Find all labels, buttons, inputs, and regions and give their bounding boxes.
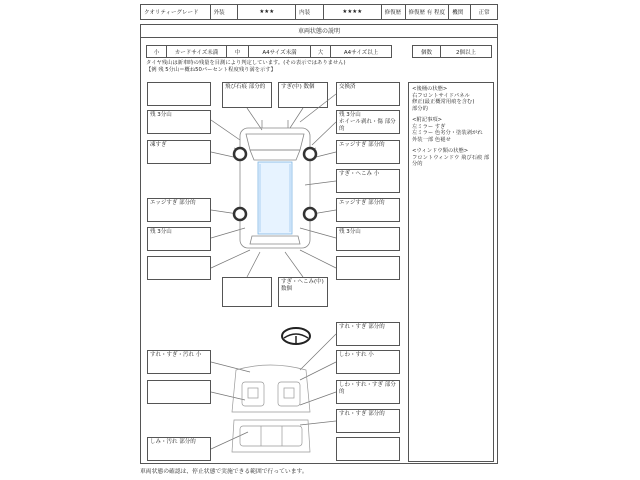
note-box-interior-1: すれ・すぎ 部分的	[336, 322, 400, 346]
section-title: 車両状態の説明	[140, 24, 498, 38]
wheel-rear-right-icon	[304, 208, 316, 220]
remarks-repair-line: 部分的	[412, 105, 428, 112]
note-box-interior-4: すれ・すぎ 部分的	[336, 409, 400, 433]
note-box-right-4: エッジすぎ 部分的	[336, 198, 400, 222]
remarks-repair-line: 修正(最正概常用痕を含む)	[412, 99, 475, 105]
car-interior-outline	[232, 365, 310, 452]
remarks-windows-title: <ウィンドウ類の状態>	[412, 148, 469, 154]
note-box-top-3: 交換済	[336, 82, 400, 106]
steering-wheel-icon	[282, 328, 310, 344]
repair-label: 修復歴	[382, 5, 406, 19]
repair-value: 修復歴 有 程度	[406, 5, 450, 19]
exterior-rating: ★★★	[238, 5, 296, 19]
size-medium: 中	[227, 46, 249, 57]
remarks-notes-line: 左ミラー すぎ	[412, 123, 446, 130]
note-box-right-1: 残 3分山 ホイール剥れ・傷 部分的	[336, 110, 400, 134]
tire-note-line2: 【例 残 5分山＝概ね50パーセント程度残り満を示す】	[146, 67, 276, 73]
leader-lines	[211, 94, 336, 449]
note-box-left-3: 凍すぎ	[147, 140, 211, 164]
note-box-left-9: しみ・汚れ 部分的	[147, 437, 211, 461]
note-box-left-5: 残 3分山	[147, 227, 211, 251]
grade-label: クオリティーグレード	[141, 5, 211, 19]
note-box-right-2: エッジすぎ 部分的	[336, 140, 400, 164]
engine-label: 機関	[449, 5, 471, 19]
size-small: 小	[147, 46, 167, 57]
count-label: 個数	[413, 46, 441, 57]
size-medium-desc: A4サイズ未満	[249, 46, 311, 57]
note-box-bottom-2: すぎ・へこみ(中) 数個	[278, 277, 328, 307]
tire-note-line1: タイヤ残山は新車時の残量を目測により判定しています。(その表示ではありません)	[146, 60, 346, 66]
interior-label: 内装	[296, 5, 324, 19]
size-large: 大	[311, 46, 331, 57]
wheel-front-left-icon	[234, 148, 246, 160]
note-box-left-4: エッジすぎ 部分的	[147, 198, 211, 222]
note-box-right-3: すぎ・へこみ 小	[336, 169, 400, 193]
note-box-interior-2: しわ・すれ 小	[336, 350, 400, 374]
footer-note: 車両状態の確認は、停止状態で実施できる範囲で行っています。	[140, 469, 308, 475]
size-large-desc: A4サイズ以上	[343, 49, 379, 56]
note-box-left-2: 残 3分山	[147, 110, 211, 134]
exterior-label: 外装	[211, 5, 239, 19]
remarks-notes-line: 左ミラー 色劣分・塗装剥がれ	[412, 130, 483, 136]
engine-value: 正常	[478, 10, 490, 16]
remarks-windows-line: フロントウィンドウ 飛び石痕 部分的	[412, 154, 490, 167]
note-box-right-5: 残 3分山	[336, 227, 400, 251]
size-small-desc: カードサイズ未満	[167, 46, 227, 57]
remarks-notes-line: 外装一部 色褪せ	[412, 136, 451, 143]
count-value: 2個以上	[456, 49, 476, 56]
interior-rating: ★★★★	[324, 5, 382, 19]
remarks-repair-line: 右フロントサイドパネル	[412, 92, 470, 99]
wheel-front-right-icon	[304, 148, 316, 160]
note-box-top-2: すぎ(中) 数個	[278, 82, 328, 108]
note-box-top-1: 飛び石痕 部分的	[222, 82, 272, 108]
wheel-rear-left-icon	[234, 208, 246, 220]
note-box-interior-3: しわ・すれ・すぎ 部分的	[336, 380, 400, 404]
remarks-repair-title: <後桶の状態>	[412, 86, 448, 92]
note-box-left-7: すれ・すぎ・汚れ 小	[147, 350, 211, 374]
remarks-notes-title: <附記事項>	[412, 117, 443, 123]
